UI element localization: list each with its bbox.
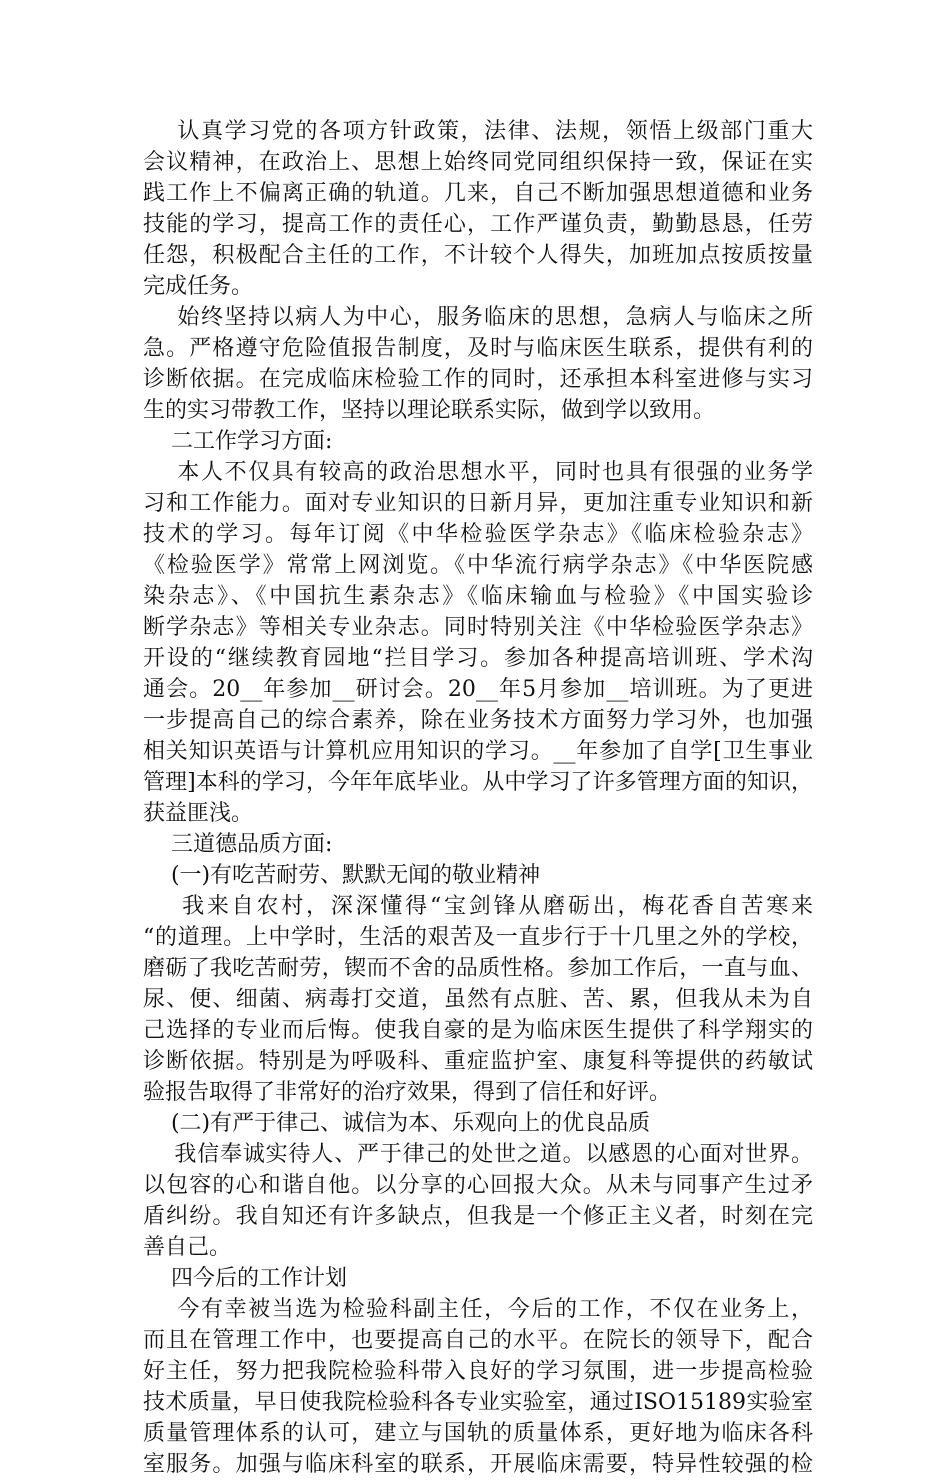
text-line: 二工作学习方面:: [143, 429, 333, 454]
text-line: 管理]本科的学习，今年年底毕业。从中学习了许多管理方面的知识，: [143, 770, 813, 795]
text-line: 一步提高自己的综合素养，除在业务技术方面努力学习外，也加强: [143, 708, 813, 733]
text-line: 会议精神，在政治上、思想上始终同党同组织保持一致，保证在实: [143, 150, 813, 175]
text-line: 本人不仅具有较高的政治思想水平，同时也具有很强的业务学: [143, 460, 813, 485]
text-line: 生的实习带教工作，坚持以理论联系实际，做到学以致用。: [143, 398, 716, 423]
text-line: 染杂志》、《中国抗生素杂志》《临床输血与检验》《中国实验诊: [143, 584, 813, 609]
text-line: 任怨，积极配合主任的工作，不计较个人得失，加班加点按质按量: [143, 243, 813, 268]
text-line: 技能的学习，提高工作的责任心，工作严谨负责，勤勤恳恳，任劳: [143, 212, 813, 237]
text-line: 践工作上不偏离正确的轨道。几来，自己不断加强思想道德和业务: [143, 181, 813, 206]
text-line: 今有幸被当选为检验科副主任，今后的工作，不仅在业务上，: [143, 1297, 813, 1322]
text-line: 诊断依据。特别是为呼吸科、重症监护室、康复科等提供的药敏试: [143, 1049, 813, 1074]
text-line: 磨砺了我吃苦耐劳，锲而不舍的品质性格。参加工作后，一直与血、: [143, 956, 813, 981]
text-line: 我信奉诚实待人、严于律己的处世之道。以感恩的心面对世界。: [143, 1142, 813, 1167]
text-line: 三道德品质方面:: [143, 832, 333, 857]
text-line: 己选择的专业而后悔。使我自豪的是为临床医生提供了科学翔实的: [143, 1018, 813, 1043]
text-line: 盾纠纷。我自知还有许多缺点，但我是一个修正主义者，时刻在完: [143, 1204, 813, 1229]
text-line: 好主任，努力把我院检验科带入良好的学习氛围，进一步提高检验: [143, 1359, 813, 1384]
text-line: 断学杂志》等相关专业杂志。同时特别关注《中华检验医学杂志》: [143, 615, 813, 640]
document-page: [143, 116, 813, 1480]
text-line: 获益匪浅。: [143, 801, 254, 826]
text-line: 始终坚持以病人为中心，服务临床的思想，急病人与临床之所: [143, 305, 813, 330]
text-line: “的道理。上中学时，生活的艰苦及一直步行于十几里之外的学校，: [143, 925, 813, 950]
text-line: 急。严格遵守危险值报告制度，及时与临床医生联系，提供有利的: [143, 336, 813, 361]
text-line: (一)有吃苦耐劳、默默无闻的敬业精神: [143, 863, 541, 888]
text-line: 完成任务。: [143, 274, 254, 299]
text-line: 我来自农村，深深懂得“宝剑锋从磨砺出，梅花香自苦寒来: [143, 894, 813, 919]
text-line: 通会。20__年参加__研讨会。20__年5月参加__培训班。为了更进: [143, 677, 813, 702]
text-line: 技术的学习。每年订阅《中华检验医学杂志》《临床检验杂志》: [143, 522, 813, 547]
text-line: 《检验医学》常常上网浏览。《中华流行病学杂志》《中华医院感: [143, 553, 813, 578]
text-line: 习和工作能力。面对专业知识的日新月异，更加注重专业知识和新: [143, 491, 813, 516]
text-line: 相关知识英语与计算机应用知识的学习。__年参加了自学[卫生事业: [143, 739, 813, 764]
text-line: 而且在管理工作中，也要提高自己的水平。在院长的领导下，配合: [143, 1328, 813, 1353]
text-line: 质量管理体系的认可，建立与国轨的质量体系，更好地为临床各科: [143, 1421, 813, 1446]
text-line: 诊断依据。在完成临床检验工作的同时，还承担本科室进修与实习: [143, 367, 813, 392]
text-line: 以包容的心和谐自他。以分享的心回报大众。从未与同事产生过矛: [143, 1173, 813, 1198]
text-line: 技术质量，早日使我院检验科各专业实验室，通过ISO15189实验室: [143, 1390, 813, 1415]
text-line: 四今后的工作计划: [143, 1266, 347, 1291]
text-line: 认真学习党的各项方针政策，法律、法规，领悟上级部门重大: [143, 119, 813, 144]
text-line: 善自己。: [143, 1235, 232, 1260]
text-line: 尿、便、细菌、病毒打交道，虽然有点脏、苦、累，但我从未为自: [143, 987, 813, 1012]
text-line: 室服务。加强与临床科室的联系，开展临床需要，特异性较强的检: [143, 1452, 813, 1477]
text-line: (二)有严于律己、诚信为本、乐观向上的优良品质: [143, 1111, 651, 1136]
text-line: 开设的“继续教育园地“拦目学习。参加各种提高培训班、学术沟: [143, 646, 813, 671]
text-line: 验报告取得了非常好的治疗效果，得到了信任和好评。: [143, 1080, 672, 1105]
